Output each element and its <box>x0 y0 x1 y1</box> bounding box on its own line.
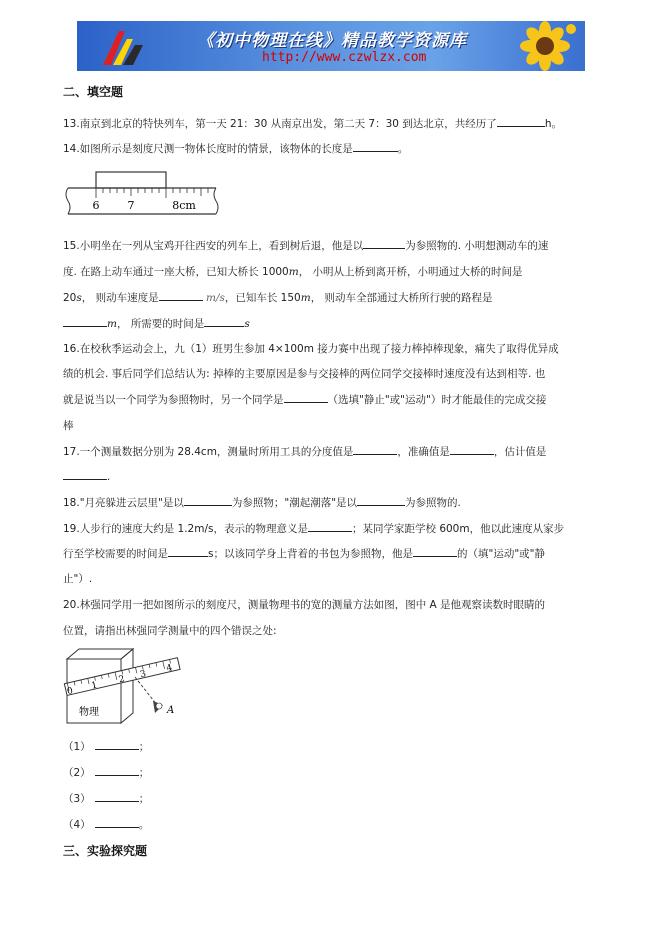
q13-text: 13.南京到北京的特快列车，第一天 21：30 从南京出发，第二天 7：30 到达北京，共经历了 <box>63 118 497 130</box>
q13-blank <box>497 116 545 127</box>
question-16-line-3 <box>63 392 546 407</box>
banner-title: 《初中物理在线》精品教学资源库 <box>197 31 467 51</box>
q15-text-2b: ， 小明从上桥到离开桥，小明通过大桥的时间是 <box>298 266 523 278</box>
answer-end-4: 。 <box>138 819 150 831</box>
q19-blank-1 <box>308 521 352 532</box>
sunflower-icon <box>511 21 579 71</box>
q15-text-2a: 度. 在路上动车通过一座大桥，已知大桥长 1000 <box>63 266 289 278</box>
book-label: 物理 <box>79 707 99 718</box>
q15-blank-4 <box>204 316 244 327</box>
q15-unit-mps: m/s <box>205 292 225 304</box>
q15-unit-m-1: m <box>288 266 299 278</box>
q18-blank-2 <box>357 495 405 506</box>
q15-text-1b: 为参照物的. 小明想测动车的速 <box>405 240 549 252</box>
question-15-line-1 <box>63 238 548 253</box>
q15-unit-s-2: s <box>244 318 250 330</box>
answer-end-2: ； <box>138 767 150 779</box>
answer-end-1: ； <box>138 741 150 753</box>
question-19-line-3: 止"）. <box>63 573 93 585</box>
q16-text-3a: 就是说当以一个同学为参照物时，另一个同学是 <box>63 394 284 406</box>
question-15-line-2 <box>63 264 523 279</box>
q14-text: 14.如图所示是刻度尺测一物体长度时的情景，该物体的长度是 <box>63 143 353 155</box>
ruler-label-2: 2 <box>117 674 126 686</box>
q19-text-1b: ；某同学家距学校 600m，他以此速度从家步 <box>351 523 565 535</box>
q15-text-3c: ，已知车长 150 <box>224 292 301 304</box>
question-15-line-4 <box>63 316 250 331</box>
q16-text-3b: （选填"静止"或"运动"）时才能最佳的完成交接 <box>327 394 547 406</box>
answer-line-2 <box>63 765 149 780</box>
answer-blank-1 <box>95 739 139 750</box>
question-13 <box>63 116 562 131</box>
q17-blank-1 <box>353 444 397 455</box>
q19-text-1a: 19.人步行的速度大约是 1.2m/s，表示的物理意义是 <box>63 523 308 535</box>
answer-line-1 <box>63 739 149 754</box>
q15-blank-2 <box>159 290 203 301</box>
question-16-line-4: 棒 <box>63 420 74 432</box>
question-19-line-1 <box>63 521 564 536</box>
q17-text-c: ，估计值是 <box>493 446 547 458</box>
answer-line-3 <box>63 791 149 806</box>
answer-blank-3 <box>95 791 139 802</box>
q14-blank <box>353 141 398 152</box>
question-18 <box>63 495 461 510</box>
ruler-label-3: 3 <box>139 669 148 681</box>
q15-text-1: 15.小明坐在一列从宝鸡开往西安的列车上，看到树后退，他是以 <box>63 240 364 252</box>
q15-text-3d: ， 则动车全部通过大桥所行驶的路程是 <box>310 292 493 304</box>
q17-blank-3 <box>63 469 107 480</box>
book-ruler-figure <box>63 643 188 728</box>
q19-text-2a: 行至学校需要的时间是 <box>63 548 168 560</box>
answer-num-1: （1） <box>63 741 91 753</box>
ruler-label-8cm: 8cm <box>172 199 196 212</box>
ruler-label-1: 1 <box>90 680 99 692</box>
answer-line-4 <box>63 817 149 832</box>
q15-unit-m-3: m <box>107 318 117 330</box>
question-20-line-2: 位置，请指出林强同学测量中的四个错误之处: <box>63 625 277 637</box>
q18-text-a: 18."月亮躲进云层里"是以 <box>63 497 184 509</box>
question-17 <box>63 444 546 459</box>
answer-blank-4 <box>95 817 139 828</box>
q15-text-3b: ， 则动车速度是 <box>81 292 159 304</box>
question-19-line-2 <box>63 546 545 561</box>
q19-blank-2 <box>168 546 208 557</box>
q19-blank-3 <box>413 546 457 557</box>
q18-text-c: 为参照物的. <box>405 497 461 509</box>
q15-text-4b: ， 所需要的时间是 <box>116 318 205 330</box>
question-15-line-3 <box>63 290 493 305</box>
q18-text-b: 为参照物；"潮起潮落"是以 <box>231 497 358 509</box>
question-17-line-2 <box>63 469 110 483</box>
question-16-line-2: 绩的机会. 事后同学们总结认为: 掉棒的主要原因是参与交接棒的两位同学交接棒时速度没有达到相等. 也 <box>63 368 546 380</box>
question-14 <box>63 141 408 156</box>
site-logo-icon <box>99 25 147 67</box>
answer-blank-2 <box>95 765 139 776</box>
q19-text-2c: 的（填"运动"或"静 <box>456 548 545 560</box>
q15-unit-s: s <box>76 292 82 304</box>
question-16-line-1: 16.在校秋季运动会上，九（1）班男生参加 4×100m 接力赛中出现了接力棒掉棒现象，痛失了取得优异成 <box>63 343 559 355</box>
ruler-label-4: 4 <box>165 663 174 675</box>
q17-text-b: ，准确值是 <box>397 446 450 458</box>
header-banner <box>77 21 585 71</box>
answer-num-3: （3） <box>63 793 91 805</box>
eye-icon <box>153 701 163 713</box>
q17-blank-2 <box>450 444 494 455</box>
q15-blank-1 <box>363 238 405 249</box>
ruler-label-6: 6 <box>92 199 100 212</box>
answer-end-3: ； <box>138 793 150 805</box>
measured-object <box>96 172 166 188</box>
q17-text-a: 17.一个测量数据分别为 28.4cm，测量时所用工具的分度值是 <box>63 446 354 458</box>
section-title-experiment: 三、实验探究题 <box>63 844 148 858</box>
q15-unit-m-2: m <box>300 292 311 304</box>
q15-blank-3 <box>63 316 107 327</box>
q14-end: 。 <box>397 143 409 155</box>
answer-num-4: （4） <box>63 819 91 831</box>
question-20-line-1: 20.林强同学用一把如图所示的刻度尺，测量物理书的宽的测量方法如图，图中 A 是他观察读数时眼睛的 <box>63 599 546 611</box>
q19-text-2b: s；以该同学身上背着的书包为参照物，他是 <box>208 548 413 560</box>
ruler-label-7: 7 <box>127 199 135 212</box>
eye-label: A <box>167 705 175 716</box>
ruler-label-0: 0 <box>66 686 75 698</box>
answer-num-2: （2） <box>63 767 91 779</box>
q13-unit: h。 <box>544 118 562 130</box>
q18-blank-1 <box>184 495 232 506</box>
q17-text-d: . <box>107 471 111 483</box>
banner-url: http://www.czwlzx.com <box>262 50 427 65</box>
section-title-fill-blank: 二、填空题 <box>63 85 124 99</box>
ruler-figure <box>64 168 222 220</box>
q15-text-3a: 20 <box>63 292 77 304</box>
q16-blank <box>284 392 328 403</box>
